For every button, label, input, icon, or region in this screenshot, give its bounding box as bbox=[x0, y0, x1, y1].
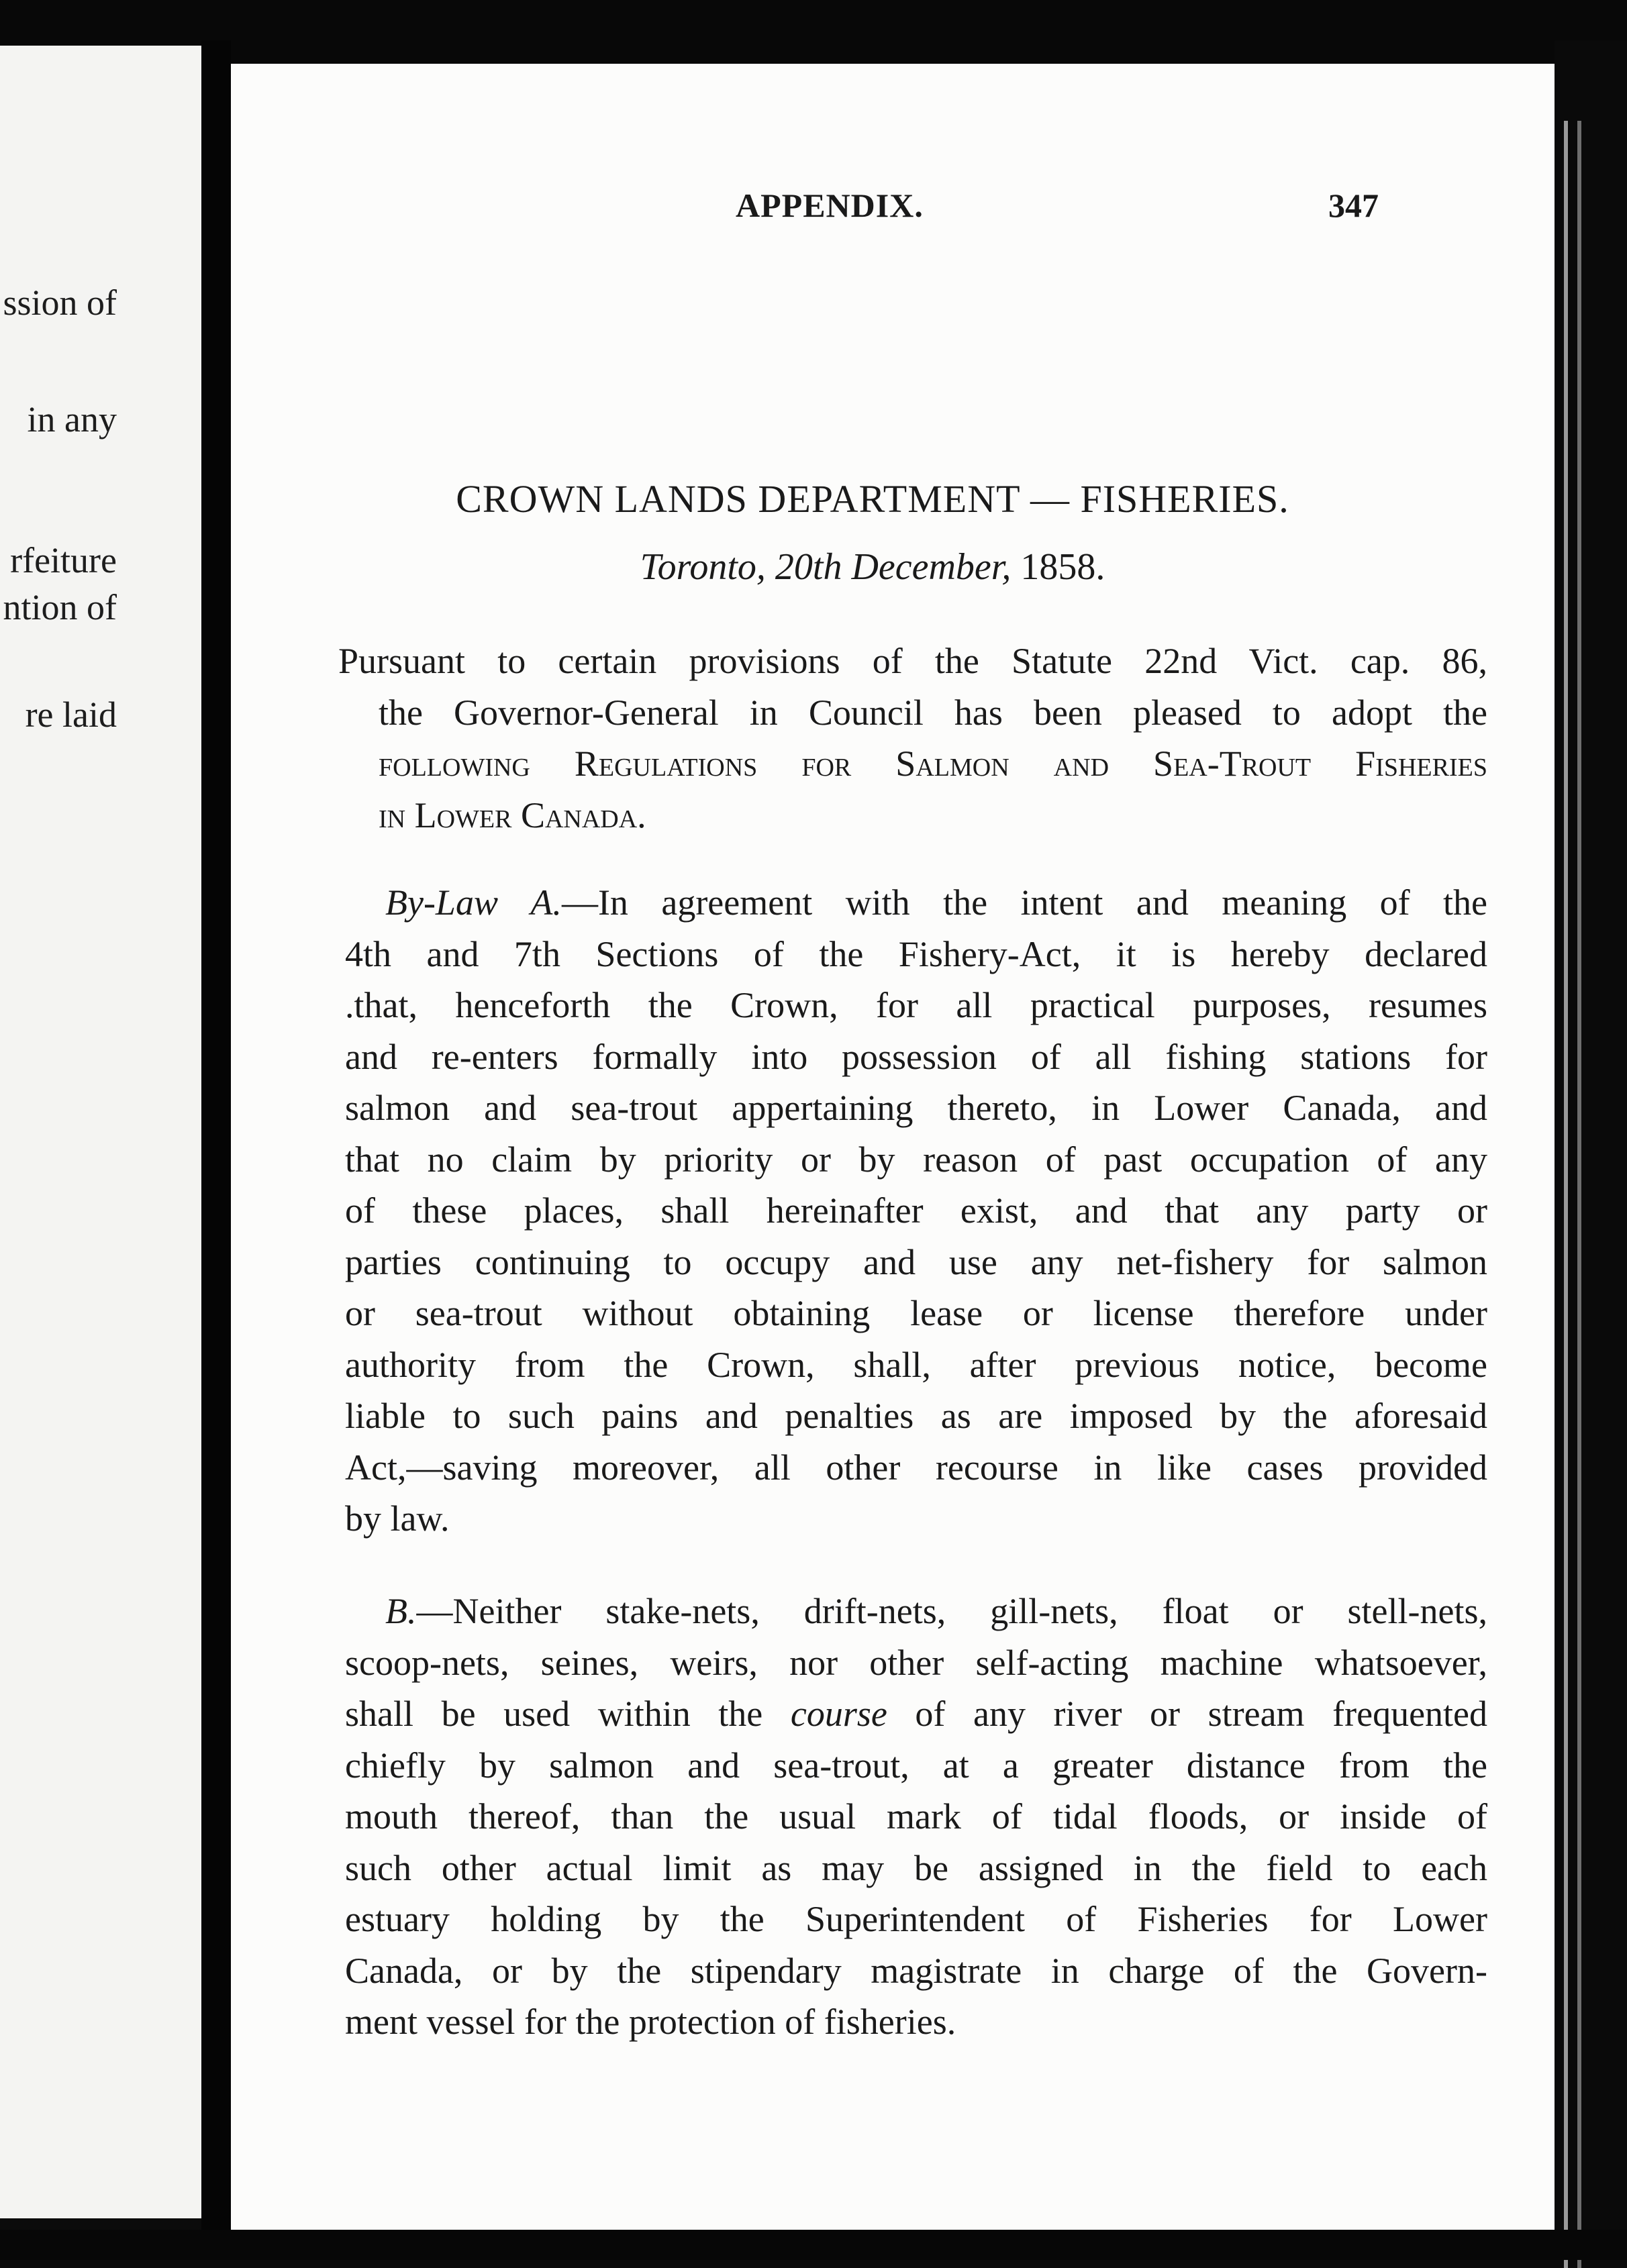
bylaw-a-line: that no claim by priority or by reason of past occupation of any bbox=[345, 1139, 1487, 1180]
bylaw-a-line: 4th and 7th Sections of the Fishery-Act, it is hereby declared bbox=[345, 933, 1487, 974]
bylaw-a-line: by law. bbox=[345, 1498, 450, 1539]
bylaw-a-line: .that, henceforth the Crown, for all practical purposes, resumes bbox=[345, 985, 1487, 1025]
left-fragment-4: ntion of bbox=[3, 587, 117, 627]
bylaw-b-line: chiefly by salmon and sea-trout, at a greater distance from the bbox=[345, 1745, 1487, 1786]
preamble-line: following Regulations for Salmon and Sea-Trout Fisheries bbox=[379, 743, 1487, 784]
scan-bottom-border bbox=[0, 2230, 1627, 2260]
bylaw-b-line: shall be used within the course of any river or stream frequented bbox=[345, 1694, 1488, 1734]
bylaw-a-line: of these places, shall hereinafter exist, and that any party or bbox=[345, 1190, 1487, 1231]
left-fragment-5: re laid bbox=[25, 694, 117, 735]
book-page bbox=[231, 64, 1555, 2230]
bylaw-a-line: liable to such pains and penalties as are imposed by the aforesaid bbox=[345, 1396, 1487, 1436]
left-fragment-1: ssion of bbox=[3, 282, 117, 323]
bylaw-b-line: estuary holding by the Superintendent of Fisheries for Lower bbox=[345, 1899, 1487, 1939]
bylaw-a-line: authority from the Crown, shall, after previous notice, become bbox=[345, 1344, 1487, 1385]
section-title: CROWN LANDS DEPARTMENT — FISHERIES. bbox=[456, 477, 1289, 521]
bylaw-a-line: or sea-trout without obtaining lease or license therefore under bbox=[345, 1293, 1487, 1333]
bylaw-b-line: Canada, or by the stipendary magistrate in charge of the Govern- bbox=[345, 1950, 1487, 1991]
left-page-margin bbox=[0, 46, 201, 2218]
page-edge-line bbox=[1577, 121, 1581, 2268]
bylaw-b-line: B.—Neither stake-nets, drift-nets, gill-nets, float or stell-nets, bbox=[385, 1591, 1487, 1631]
bylaw-a-line: salmon and sea-trout appertaining thereto, in Lower Canada, and bbox=[345, 1088, 1487, 1128]
bylaw-a-line: parties continuing to occupy and use any net-fishery for salmon bbox=[345, 1241, 1487, 1282]
page-edge-right bbox=[1555, 40, 1627, 2260]
dateline bbox=[231, 546, 1514, 588]
scan-top-border bbox=[0, 0, 1627, 64]
bylaw-b-line: mouth thereof, than the usual mark of tidal floods, or inside of bbox=[345, 1796, 1487, 1837]
page-header bbox=[231, 186, 1379, 240]
dateline-year: 1858. bbox=[1020, 546, 1105, 588]
bylaw-b-line: ment vessel for the protection of fisheries. bbox=[345, 2002, 956, 2042]
preamble-line: in Lower Canada. bbox=[379, 794, 646, 835]
bylaw-a-line: Act,—saving moreover, all other recourse in like cases provided bbox=[345, 1447, 1487, 1488]
bylaw-a-label: By-Law A. bbox=[385, 882, 562, 923]
preamble-line: the Governor-General in Council has been pleased to adopt the bbox=[379, 692, 1487, 733]
page-edge-line bbox=[1564, 121, 1568, 2268]
left-fragment-3: rfeiture bbox=[10, 540, 117, 580]
preamble-line: Pursuant to certain provisions of the Statute 22nd Vict. cap. 86, bbox=[338, 641, 1487, 681]
dateline-place-date: Toronto, 20th December, bbox=[640, 546, 1012, 588]
page-number: 347 bbox=[1328, 187, 1379, 224]
bylaw-a-line: and re-enters formally into possession of all fishing stations for bbox=[345, 1036, 1487, 1077]
bylaw-b-line: scoop-nets, seines, weirs, nor other self-acting machine whatsoever, bbox=[345, 1642, 1487, 1683]
book-gutter bbox=[201, 40, 231, 2234]
running-head: APPENDIX. bbox=[736, 187, 924, 224]
left-fragment-2: in any bbox=[27, 399, 117, 440]
bylaw-b bbox=[345, 1586, 1487, 2048]
preamble bbox=[338, 635, 1487, 841]
bylaw-a-line: By-Law A.—In agreement with the intent and meaning of the bbox=[385, 882, 1488, 923]
bylaw-a bbox=[345, 877, 1487, 1545]
emphasis-course: course bbox=[790, 1694, 887, 1734]
bylaw-b-label: B. bbox=[385, 1591, 417, 1631]
bylaw-b-line: such other actual limit as may be assigned in the field to each bbox=[345, 1847, 1487, 1888]
